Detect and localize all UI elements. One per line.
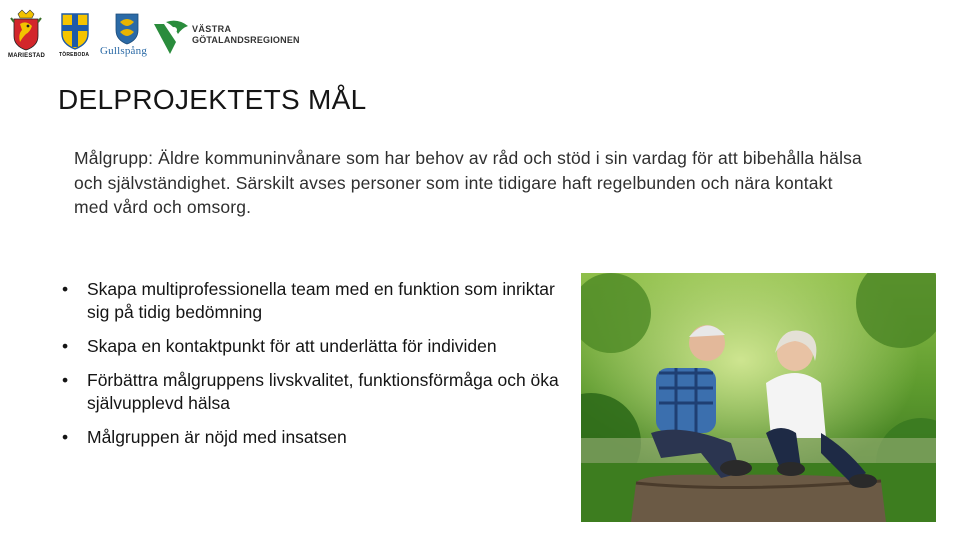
mariestad-crest-icon: [8, 8, 44, 52]
goal-text: Skapa en kontaktpunkt för att underlätta för individen: [87, 336, 497, 356]
bullet-marker: •: [62, 336, 69, 356]
page-title: DELPROJEKTETS MÅL: [58, 84, 367, 115]
target-group-paragraph: Målgrupp: Äldre kommuninvånare som har behov av råd och stöd i sin vardag för att bibehålla hälsa och självständighet. Särskilt avses personer som inte tidigare haft regelbunden och nära kontakt med vård och omsorg.: [74, 148, 862, 217]
mariestad-logo: [8, 8, 44, 60]
goal-text: Skapa multiprofessionella team med en funktion som inriktar sig på tidig bedömning: [87, 279, 555, 322]
partner-logos: [0, 0, 330, 70]
bullet-marker: •: [62, 427, 69, 447]
list-item: [62, 426, 567, 449]
goals-list: [62, 278, 567, 460]
seniors-photo: [581, 273, 936, 522]
list-item: [62, 278, 567, 324]
bullet-marker: •: [62, 279, 69, 299]
toreboda-shield-icon: [60, 12, 90, 50]
vgr-name-line2: GÖTALANDSREGIONEN: [192, 35, 300, 45]
goal-text: Förbättra målgruppens livskvalitet, funktionsförmåga och öka självupplevd hälsa: [87, 370, 559, 413]
gullspang-crest-icon: [100, 12, 152, 46]
toreboda-logo: [60, 12, 90, 60]
gullspang-caption: Gullspång: [100, 45, 148, 57]
vgr-mark-icon: [152, 18, 192, 58]
vgr-logo: [152, 18, 317, 58]
list-item: [62, 369, 567, 415]
vgr-name-line1: VÄSTRA: [192, 24, 232, 34]
bullet-marker: •: [62, 370, 69, 390]
toreboda-caption: TÖREBODA: [59, 52, 90, 58]
list-item: [62, 335, 567, 358]
elderly-couple-image: [581, 273, 936, 522]
gullspang-logo: [100, 12, 152, 60]
mariestad-caption: MARIESTAD: [8, 53, 46, 59]
goal-text: Målgruppen är nöjd med insatsen: [87, 427, 347, 447]
